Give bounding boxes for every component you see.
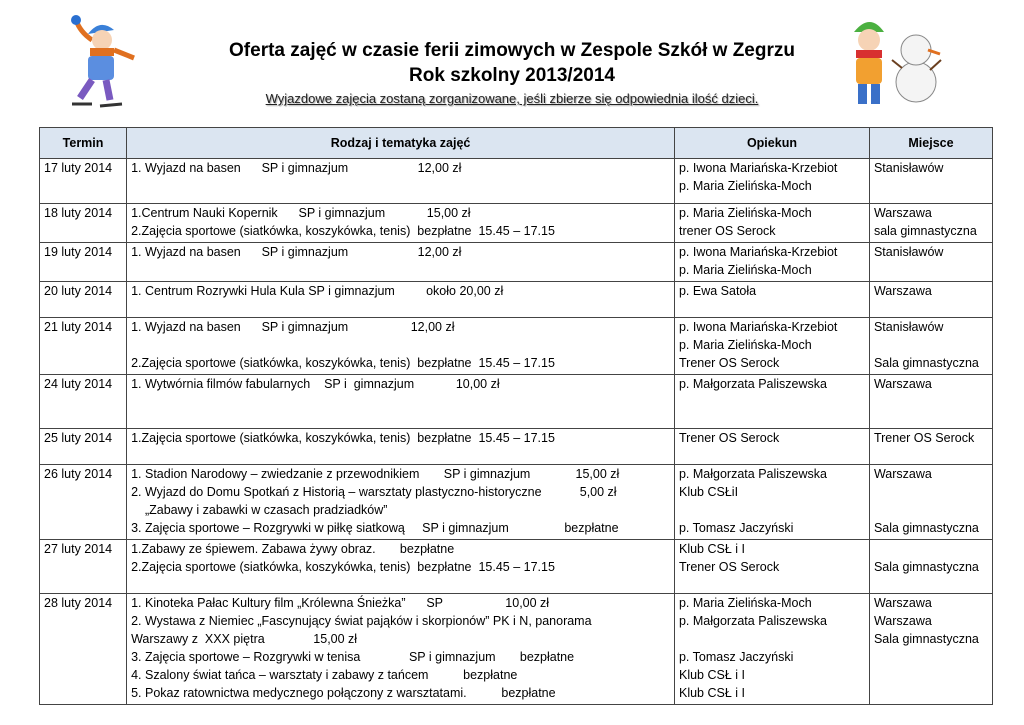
cell-activities-line: 1.Zabawy ze śpiewem. Zabawa żywy obraz. bezpłatne bbox=[131, 542, 455, 556]
cell-activities bbox=[127, 540, 675, 594]
cell-guardians-line: Trener OS Serock bbox=[678, 356, 780, 370]
cell-guardians-line: trener OS Serock bbox=[678, 224, 776, 238]
cell-activities-line: 2.Zajęcia sportowe (siatkówka, koszykówka, tenis) bezpłatne 15.45 – 17.15 bbox=[131, 224, 555, 238]
cell-guardians-line: p. Małgorzata Paliszewska bbox=[678, 614, 827, 628]
cell-places-line bbox=[874, 337, 988, 355]
table-row bbox=[40, 540, 993, 594]
cell-date: 21 luty 2014 bbox=[40, 318, 127, 375]
cell-date: 25 luty 2014 bbox=[40, 429, 127, 465]
cell-places bbox=[869, 465, 992, 540]
table-row bbox=[40, 375, 993, 429]
table-row bbox=[40, 282, 993, 318]
cell-guardians bbox=[674, 429, 869, 465]
school-year: Rok szkolny 2013/2014 bbox=[409, 65, 615, 86]
cell-places-line bbox=[874, 502, 988, 520]
cell-guardians-line: p. Tomasz Jaczyński bbox=[678, 521, 794, 535]
cell-activities-line: 2.Zajęcia sportowe (siatkówka, koszykówka, tenis) bezpłatne 15.45 – 17.15 bbox=[131, 356, 555, 370]
cell-activities bbox=[127, 465, 675, 540]
cell-places bbox=[869, 159, 992, 204]
cell-guardians-line: Klub CSŁ i I bbox=[678, 668, 745, 682]
cell-guardians-line: p. Maria Zielińska-Moch bbox=[678, 179, 812, 193]
cell-guardians-line: Klub CSŁiI bbox=[678, 485, 739, 499]
cell-places-line: Warszawa bbox=[873, 596, 932, 610]
header-opiekun: Opiekun bbox=[674, 128, 869, 159]
cell-guardians-line: p. Iwona Mariańska-Krzebiot bbox=[678, 161, 838, 175]
cell-activities bbox=[127, 429, 675, 465]
page-title: Oferta zajęć w czasie ferii zimowych w Zespole Szkół w Zegrzu bbox=[229, 40, 795, 61]
cell-places bbox=[869, 375, 992, 429]
cell-places-line: Stanisławów bbox=[873, 320, 944, 334]
table-row bbox=[40, 159, 993, 204]
cell-places-line: Stanisławów bbox=[873, 161, 944, 175]
header-note: Wyjazdowe zajęcia zostaną zorganizowane, jeśli zbierze się odpowiednia ilość dzieci. bbox=[265, 91, 759, 106]
cell-guardians-line: p. Maria Zielińska-Moch bbox=[678, 596, 812, 610]
cell-guardians-line: p. Iwona Mariańska-Krzebiot bbox=[678, 245, 838, 259]
cell-activities-line: 3. Zajęcia sportowe – Rozgrywki w tenisa SP i gimnazjum bezpłatne bbox=[131, 650, 575, 664]
cell-activities bbox=[127, 594, 675, 705]
cell-guardians-line: p. Tomasz Jaczyński bbox=[678, 650, 794, 664]
cell-activities-line: 1.Centrum Nauki Kopernik SP i gimnazjum 15,00 zł bbox=[131, 206, 471, 220]
cell-guardians bbox=[674, 243, 869, 282]
cell-places bbox=[869, 429, 992, 465]
table-row bbox=[40, 429, 993, 465]
table-row bbox=[40, 465, 993, 540]
cell-guardians-line: p. Iwona Mariańska-Krzebiot bbox=[678, 320, 838, 334]
cell-places-line: Warszawa bbox=[873, 284, 932, 298]
cell-date: 28 luty 2014 bbox=[40, 594, 127, 705]
cell-places-line: Sala gimnastyczna bbox=[873, 560, 979, 574]
child-and-snowman-clipart bbox=[842, 10, 942, 110]
cell-places bbox=[869, 318, 992, 375]
cell-guardians bbox=[674, 159, 869, 204]
cell-places-line bbox=[874, 541, 988, 559]
cell-activities-line: 2. Wyjazd do Domu Spotkań z Historią – warsztaty plastyczno-historyczne 5,00 zł bbox=[131, 485, 617, 499]
cell-guardians bbox=[674, 204, 869, 243]
table-header-row bbox=[40, 128, 993, 159]
cell-guardians-line: Trener OS Serock bbox=[678, 431, 780, 445]
cell-places-line: Sala gimnastyczna bbox=[873, 521, 979, 535]
cell-guardians bbox=[674, 375, 869, 429]
cell-places-line bbox=[874, 484, 988, 502]
cell-activities-line: 1. Wyjazd na basen SP i gimnazjum 12,00 zł bbox=[131, 161, 462, 175]
cell-activities-line: 1.Zajęcia sportowe (siatkówka, koszykówka, tenis) bezpłatne 15.45 – 17.15 bbox=[131, 431, 555, 445]
cell-places-line: Warszawa bbox=[873, 467, 932, 481]
cell-date: 19 luty 2014 bbox=[40, 243, 127, 282]
cell-guardians-line: Trener OS Serock bbox=[678, 560, 780, 574]
cell-guardians bbox=[674, 465, 869, 540]
cell-guardians bbox=[674, 318, 869, 375]
cell-guardians-line: p. Maria Zielińska-Moch bbox=[678, 263, 812, 277]
cell-date: 27 luty 2014 bbox=[40, 540, 127, 594]
cell-places-line: Sala gimnastyczna bbox=[873, 632, 979, 646]
cell-activities-line: 3. Zajęcia sportowe – Rozgrywki w piłkę siatkową SP i gimnazjum bezpłatne bbox=[131, 521, 619, 535]
cell-guardians bbox=[674, 540, 869, 594]
cell-activities-line: Warszawy z XXX piętra 15,00 zł bbox=[131, 632, 358, 646]
cell-date: 18 luty 2014 bbox=[40, 204, 127, 243]
cell-date: 20 luty 2014 bbox=[40, 282, 127, 318]
table-row bbox=[40, 204, 993, 243]
cell-guardians-line: p. Ewa Satoła bbox=[678, 284, 757, 298]
table-row bbox=[40, 243, 993, 282]
cell-activities bbox=[127, 159, 675, 204]
cell-activities bbox=[127, 282, 675, 318]
cell-guardians-line bbox=[679, 502, 865, 520]
activities-table bbox=[39, 127, 993, 705]
cell-guardians-line: p. Małgorzata Paliszewska bbox=[678, 467, 827, 481]
cell-places-line: Stanisławów bbox=[873, 245, 944, 259]
document-header bbox=[0, 0, 1024, 120]
cell-guardians-line: p. Maria Zielińska-Moch bbox=[678, 338, 812, 352]
cell-activities-line: 1. Centrum Rozrywki Hula Kula SP i gimnazjum około 20,00 zł bbox=[131, 284, 504, 298]
cell-activities-line: 5. Pokaz ratownictwa medycznego połączony z warsztatami. bezpłatne bbox=[131, 686, 556, 700]
cell-activities-line bbox=[131, 337, 670, 355]
cell-activities bbox=[127, 204, 675, 243]
cell-activities bbox=[127, 375, 675, 429]
cell-guardians bbox=[674, 594, 869, 705]
cell-places-line: sala gimnastyczna bbox=[873, 224, 977, 238]
cell-places bbox=[869, 282, 992, 318]
cell-activities-line: 1. Wytwórnia filmów fabularnych SP i gimnazjum 10,00 zł bbox=[131, 377, 500, 391]
header-miejsce: Miejsce bbox=[869, 128, 992, 159]
cell-places-line: Trener OS Serock bbox=[873, 431, 975, 445]
cell-activities-line: 1. Stadion Narodowy – zwiedzanie z przewodnikiem SP i gimnazjum 15,00 zł bbox=[131, 467, 620, 481]
cell-date: 26 luty 2014 bbox=[40, 465, 127, 540]
cell-activities-line: 4. Szalony świat tańca – warsztaty i zabawy z tańcem bezpłatne bbox=[131, 668, 518, 682]
table-row bbox=[40, 594, 993, 705]
cell-date: 24 luty 2014 bbox=[40, 375, 127, 429]
cell-places-line: Warszawa bbox=[873, 614, 932, 628]
cell-activities-line: „Zabawy i zabawki w czasach pradziadków” bbox=[131, 503, 388, 517]
header-termin: Termin bbox=[40, 128, 127, 159]
cell-guardians-line: p. Maria Zielińska-Moch bbox=[678, 206, 812, 220]
cell-guardians-line: p. Małgorzata Paliszewska bbox=[678, 377, 827, 391]
cell-places bbox=[869, 594, 992, 705]
cell-date: 17 luty 2014 bbox=[40, 159, 127, 204]
cell-guardians bbox=[674, 282, 869, 318]
cell-activities-line: 2. Wystawa z Niemiec „Fascynujący świat pająków i skorpionów” PK i N, panorama bbox=[131, 614, 592, 628]
cell-activities-line: 2.Zajęcia sportowe (siatkówka, koszykówka, tenis) bezpłatne 15.45 – 17.15 bbox=[131, 560, 555, 574]
cell-activities bbox=[127, 243, 675, 282]
cell-guardians-line: Klub CSŁ i I bbox=[678, 542, 745, 556]
cell-activities bbox=[127, 318, 675, 375]
cell-places-line: Warszawa bbox=[873, 206, 932, 220]
cell-activities-line: 1. Kinoteka Pałac Kultury film „Królewna Śnieżka” SP 10,00 zł bbox=[131, 596, 550, 610]
header-rodzaj: Rodzaj i tematyka zajęć bbox=[127, 128, 675, 159]
cell-activities-line: 1. Wyjazd na basen SP i gimnazjum 12,00 zł bbox=[131, 320, 455, 334]
cell-activities-line: 1. Wyjazd na basen SP i gimnazjum 12,00 zł bbox=[131, 245, 462, 259]
cell-places-line: Warszawa bbox=[873, 377, 932, 391]
cell-places bbox=[869, 204, 992, 243]
table-row bbox=[40, 318, 993, 375]
cell-guardians-line: Klub CSŁ i I bbox=[678, 686, 745, 700]
cell-guardians-line bbox=[679, 631, 865, 649]
cell-places-line: Sala gimnastyczna bbox=[873, 356, 979, 370]
cell-places bbox=[869, 243, 992, 282]
cell-places bbox=[869, 540, 992, 594]
